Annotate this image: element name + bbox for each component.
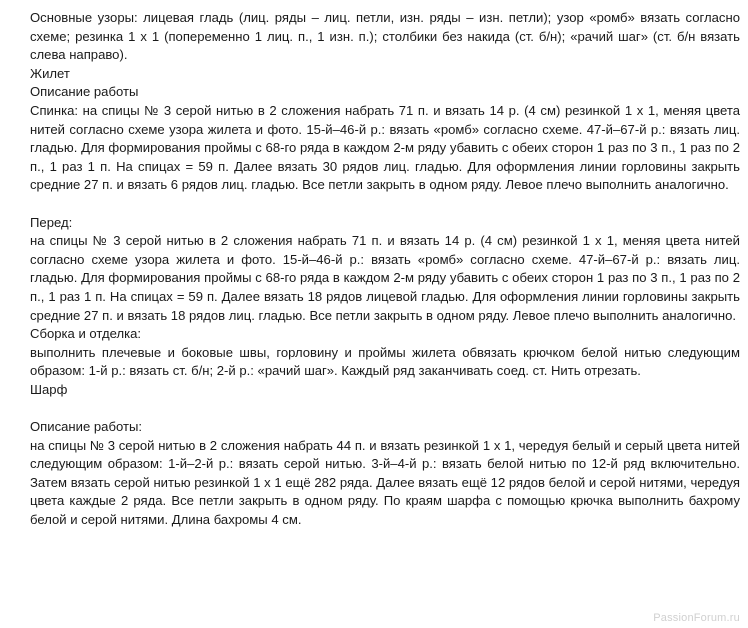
scarf-description-heading: Описание работы: bbox=[30, 419, 142, 435]
site-watermark: PassionForum.ru bbox=[653, 612, 740, 624]
vest-title: Жилет bbox=[30, 65, 70, 81]
vest-front-heading: Перед: bbox=[30, 214, 73, 230]
vest-assembly-paragraph: выполнить плечевые и боковые швы, горловину и проймы жилета обвязать крючком белой нитью следующим образом: 1-й р.: вязать ст. б/н; 2-й р.: «рачий шаг». Каждый ряд заканчивать соед. ст. Нить отрезать. bbox=[30, 344, 740, 379]
vest-back-paragraph: Спинка: на спицы № 3 серой нитью в 2 сложения набрать 71 п. и вязать 14 р. (4 см) резинкой 1 х 1, меняя цвета нитей согласно схеме узора жилета и фото. 15-й–46-й р.: вязать «ромб» согласно схеме. 47-й–67-й р.: вязать лиц. гладью. Для формирования проймы с 68-го ряда в каждом 2-м ряду убавить с обеих сторон 1 раз по 3 п., 1 раз по 2 п., 1 раз 1 п. На спицах = 59 п. Далее вязать 30 рядов лиц. гладью. Для оформления линии горловины закрыть средние 27 п. и вязать 6 рядов лиц. гладью. Все петли закрыть в одном ряду. Левое плечо выполнить аналогично. bbox=[30, 102, 740, 193]
blank-line bbox=[30, 195, 740, 214]
vest-front-paragraph: на спицы № 3 серой нитью в 2 сложения набрать 71 п. и вязать 14 р. (4 см) резинкой 1 х 1, меняя цвета нитей согласно схеме узора жилета и фото. 15-й–46-й р.: вязать «ромб» согласно схеме. 47-й–67-й р.: вязать лиц. гладью. Для формирования проймы с 68-го ряда в каждом 2-м ряду убавить с обеих сторон 1 раз по 3 п., 1 раз по 2 п., 1 раз 1 п. На спицах = 59 п. Далее вязать 18 рядов лицевой гладью. Для оформления линии горловины закрыть средние 27 п. и вязать 18 рядов лиц. гладью. Все петли закрыть в одном ряду. Левое плечо выполнить аналогично. bbox=[30, 233, 740, 323]
scarf-paragraph: на спицы № 3 серой нитью в 2 сложения набрать 44 п. и вязать резинкой 1 х 1, чередуя белый и серый цвета нитей следующим образом: 1-й–2-й р.: вязать серой нитью. 3-й–4-й р.: вязать белой нитью по 12-й ряд включительно. Затем вязать серой нитью резинкой 1 х 1 ещё 282 ряда. Далее вязать ещё 12 рядов белой и серой нитями, чередуя цвета каждые 2 ряда. Все петли закрыть в одном ряду. По краям шарфа с помощью крючка выполнить бахрому белой и серой нитями. Длина бахромы 4 см. bbox=[30, 437, 740, 528]
vest-description-heading: Описание работы bbox=[30, 84, 139, 100]
blank-line bbox=[30, 399, 740, 418]
document-body bbox=[30, 9, 740, 530]
scarf-title: Шарф bbox=[30, 381, 68, 397]
vest-assembly-heading: Сборка и отделка: bbox=[30, 326, 142, 342]
intro-paragraph: Основные узоры: лицевая гладь (лиц. ряды – лиц. петли, изн. ряды – изн. петли); узор «ромб» вязать согласно схеме; резинка 1 х 1 (попеременно 1 лиц. п., 1 изн. п.); столбики без накида (ст. б/н); «рачий шаг» (ст. б/н вязать слева направо). bbox=[30, 10, 740, 63]
